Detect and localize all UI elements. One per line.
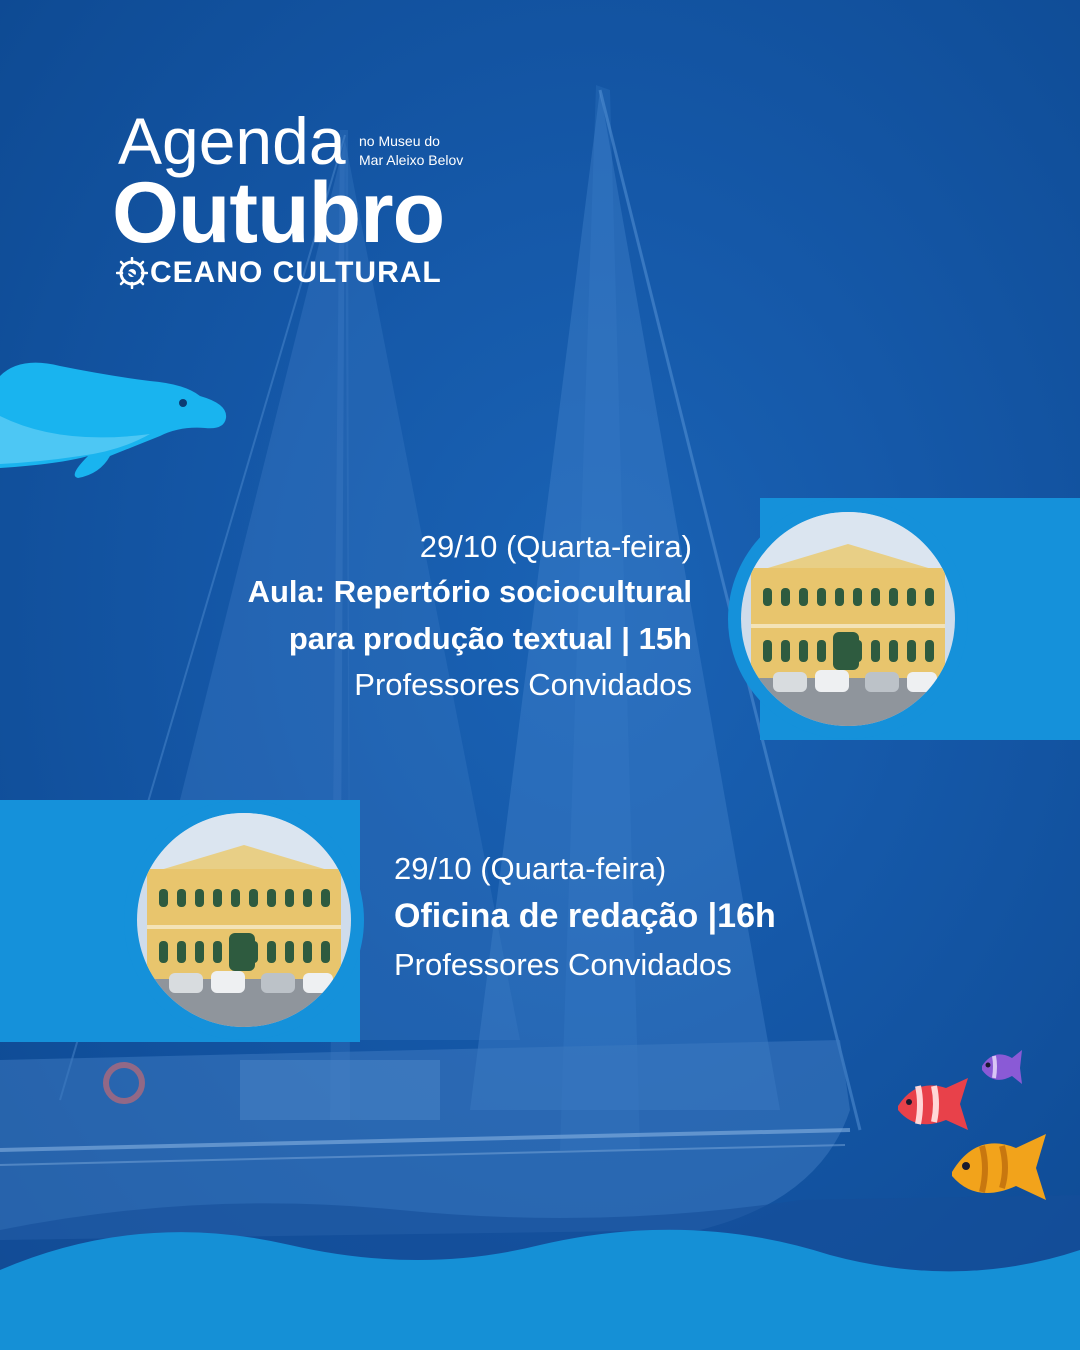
museum-line-2: Mar Aleixo Belov (359, 152, 464, 168)
event-1-title-line-2: para produção textual | 15h (288, 621, 692, 656)
agenda-title: Agenda (118, 104, 346, 178)
event-1 (248, 526, 692, 708)
month-title: Outubro (112, 165, 445, 261)
dolphin-illustration (0, 356, 230, 481)
event-1-title-line-1: Aula: Repertório sociocultural (247, 574, 692, 609)
brand-text: CEANO CULTURAL (150, 256, 442, 289)
purple-fish-illustration (974, 1046, 1024, 1088)
brand-logo (116, 256, 442, 290)
museum-photo-2 (124, 800, 364, 1040)
museum-building-photo (137, 813, 351, 1027)
museum-photo-1 (728, 499, 968, 739)
event-2-title: Oficina de redação |16h (394, 897, 776, 935)
event-1-date: 29/10 (Quarta-feira) (419, 529, 692, 564)
ship-wheel-icon (116, 257, 148, 289)
event-2-speaker: Professores Convidados (394, 947, 732, 982)
event-1-speaker: Professores Convidados (354, 667, 692, 702)
museum-line-1: no Museu do (359, 133, 440, 149)
event-2 (394, 848, 776, 988)
orange-fish-illustration (948, 1126, 1052, 1206)
museum-building-photo (741, 512, 955, 726)
event-2-date: 29/10 (Quarta-feira) (394, 851, 667, 886)
